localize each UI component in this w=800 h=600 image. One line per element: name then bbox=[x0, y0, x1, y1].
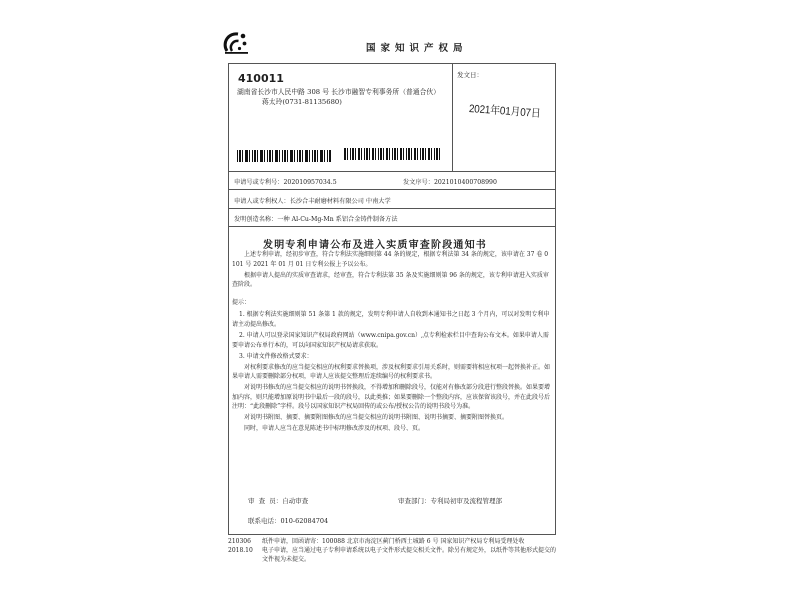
examiner-field bbox=[248, 496, 308, 505]
barcode-icon bbox=[237, 150, 331, 162]
form-date: 2018.10 bbox=[228, 547, 253, 554]
department-label: 审查部门： bbox=[398, 497, 431, 505]
invention-title-field bbox=[234, 214, 398, 223]
serial-number-label: 发文序号： bbox=[403, 179, 434, 186]
department-value: 专利局初审及流程管理部 bbox=[430, 497, 502, 505]
format-requirement: 对说明书附图、摘要、摘要附图修改的应当提交相应的说明书附图、说明书摘要、摘要附图替换页。 bbox=[244, 414, 509, 422]
applicant-field bbox=[234, 196, 391, 205]
application-number-field bbox=[234, 177, 337, 186]
issue-date-label: 发文日： bbox=[457, 71, 483, 79]
invention-title-label: 发明创造名称： bbox=[234, 216, 278, 223]
serial-number-field bbox=[403, 177, 497, 186]
body-paragraph: 根据申请人提出的实质审查请求，经审查，符合专利法第 35 条及实施细则第 96 条的规定，该专利申请进入实质审查阶段。 bbox=[232, 271, 549, 289]
tip-item: 2. 申请人可以登录国家知识产权局政府网站（www.cnipa.gov.cn）,点专利检索栏目中查询公布文本。如果申请人需要申请公布单行本的，可以向国家知识产权局请求获取。 bbox=[232, 331, 549, 349]
notice-title: 发明专利申请公布及进入实质审查阶段通知书 bbox=[263, 240, 487, 251]
recipient-postcode: 410011 bbox=[238, 72, 284, 85]
cell-divider bbox=[452, 64, 453, 171]
row-divider bbox=[229, 189, 555, 190]
agency-name: 国家知识产权局 bbox=[366, 43, 468, 54]
department-field bbox=[398, 496, 502, 505]
body-paragraph: 上述专利申请，经初步审查，符合专利法实施细则第 44 条的规定，根据专利法第 34 条的规定，该申请在 37 卷 0101 号 2021 年 01 月 01 日专利公报上予以公布。 bbox=[232, 251, 549, 268]
row-divider bbox=[229, 208, 555, 209]
electronic-filing-notice: 电子申请，应当通过电子专利申请系统以电子文件形式提交相关文件。除另有规定外，以纸件等其他形式提交的文件视为未提交。 bbox=[262, 547, 557, 563]
tips-label: 提示： bbox=[232, 298, 251, 306]
phone-field bbox=[248, 516, 328, 525]
format-requirement: 对说明书修改的应当提交相应的说明书替换段，不得增加和删除段号，仅能对有修改部分段进行整段替换。如果要增加内容，则只能增加原说明书中最后一段的段号，以此类推；如果要删除一个整段内容，应该保留该段号，并在此段号后注明：“此段删除”字样。段号以国家知识产权局回传的或公布/授权公告的说明书段号为准。 bbox=[232, 384, 551, 411]
cnipa-logo-icon bbox=[223, 30, 251, 56]
serial-number-value: 2021010400708990 bbox=[433, 179, 497, 186]
tip-item: 1. 根据专利法实施细则第 51 条第 1 款的规定，发明专利申请人自收到本通知书之日起 3 个月内，可以对发明专利申请主动提出修改。 bbox=[232, 311, 550, 328]
application-number-value: 202010957034.5 bbox=[283, 179, 337, 186]
phone-label: 联系电话： bbox=[248, 517, 281, 525]
application-number-label: 申请号或专利号： bbox=[234, 179, 284, 186]
applicant-value: 长沙合丰耐磨材料有限公司 中南大学 bbox=[289, 198, 391, 205]
issue-date-stamp: 2021年01月07日 bbox=[468, 103, 541, 120]
recipient-address: 湖南省长沙市人民中路 308 号 长沙市融智专利事务所（普通合伙） bbox=[237, 88, 440, 96]
tip-item: 3. 申请文件修改格式要求： bbox=[239, 352, 313, 360]
phone-value: 010-62084704 bbox=[280, 517, 329, 525]
format-requirement: 对权利要求修改的应当提交相应的权利要求替换项，涉及权利要求引用关系时，则需要将相应权项一起替换补正。如果申请人需要删除部分权项，申请人应该提交整理后连续编号的权利要求书。 bbox=[232, 363, 551, 381]
form-code: 210306 bbox=[228, 538, 251, 545]
examiner-value: 自动审查 bbox=[282, 497, 309, 505]
paper-filing-notice: 纸件申请，回函请寄：100088 北京市海淀区蓟门桥西土城路 6 号 国家知识产权局专利局受理处收 bbox=[262, 538, 525, 545]
format-requirement: 同时，申请人应当在意见陈述书中标明修改涉及的权项、段号、页。 bbox=[244, 425, 425, 433]
applicant-label: 申请人或专利权人： bbox=[234, 198, 290, 205]
notice-body bbox=[232, 250, 550, 435]
examiner-label: 审 查 员： bbox=[248, 497, 283, 505]
notice-form bbox=[228, 63, 556, 535]
row-divider bbox=[229, 171, 555, 172]
barcode-icon bbox=[344, 148, 441, 160]
invention-title-value: 一种 Al-Cu-Mg-Mn 系铝合金铸件制备方法 bbox=[277, 216, 398, 223]
recipient-contact: 蒋太玲(0731-81135680) bbox=[262, 98, 342, 106]
row-divider bbox=[229, 226, 555, 227]
